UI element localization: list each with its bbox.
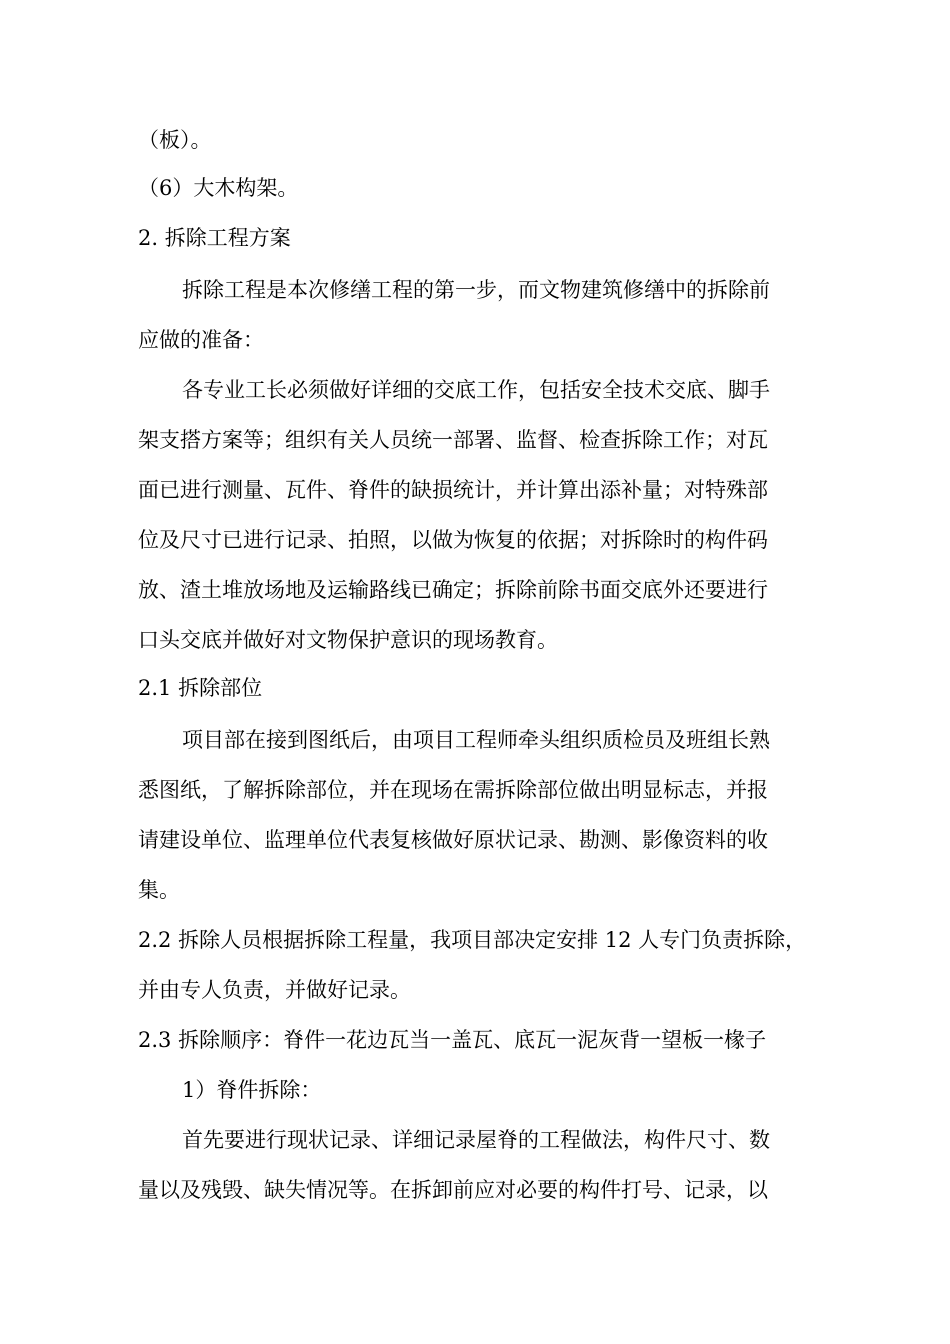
text-line: 拆除工程是本次修缮工程的第一步，而文物建筑修缮中的拆除前 <box>182 278 770 302</box>
text-line: 面已进行测量、瓦件、脊件的缺损统计，并计算出添补量；对特殊部 <box>138 478 768 502</box>
text-line: 放、渣土堆放场地及运输路线已确定；拆除前除书面交底外还要进行 <box>138 578 768 602</box>
text-line: 请建设单位、监理单位代表复核做好原状记录、勘测、影像资料的收 <box>138 828 768 852</box>
text-line: （6）大木构架。 <box>138 176 299 200</box>
text-line: 口头交底并做好对文物保护意识的现场教育。 <box>138 628 558 652</box>
text-line: 悉图纸，了解拆除部位，并在现场在需拆除部位做出明显标志，并报 <box>138 778 768 802</box>
text-line: 2.3 拆除顺序：脊件一花边瓦当一盖瓦、底瓦一泥灰背一望板一椽子 <box>138 1028 767 1052</box>
text-line: 项目部在接到图纸后，由项目工程师牵头组织质检员及班组长熟 <box>182 728 770 752</box>
section-heading: 2. 拆除工程方案 <box>138 226 291 250</box>
text-line: 集。 <box>138 878 180 902</box>
text-line: 1）脊件拆除： <box>182 1078 322 1102</box>
text-line: 量以及残毁、缺失情况等。在拆卸前应对必要的构件打号、记录，以 <box>138 1178 768 1202</box>
text-line: 应做的准备： <box>138 328 264 352</box>
text-line: 位及尺寸已进行记录、拍照，以做为恢复的依据；对拆除时的构件码 <box>138 528 768 552</box>
text-line: 并由专人负责，并做好记录。 <box>138 978 411 1002</box>
text-line: 2.2 拆除人员根据拆除工程量，我项目部决定安排 12 人专门负责拆除， <box>138 928 807 952</box>
text-line: 首先要进行现状记录、详细记录屋脊的工程做法，构件尺寸、数 <box>182 1128 770 1152</box>
section-heading: 2.1 拆除部位 <box>138 676 263 700</box>
text-line: （板）。 <box>138 128 212 152</box>
text-line: 架支搭方案等；组织有关人员统一部署、监督、检查拆除工作；对瓦 <box>138 428 768 452</box>
text-line: 各专业工长必须做好详细的交底工作，包括安全技术交底、脚手 <box>182 378 770 402</box>
